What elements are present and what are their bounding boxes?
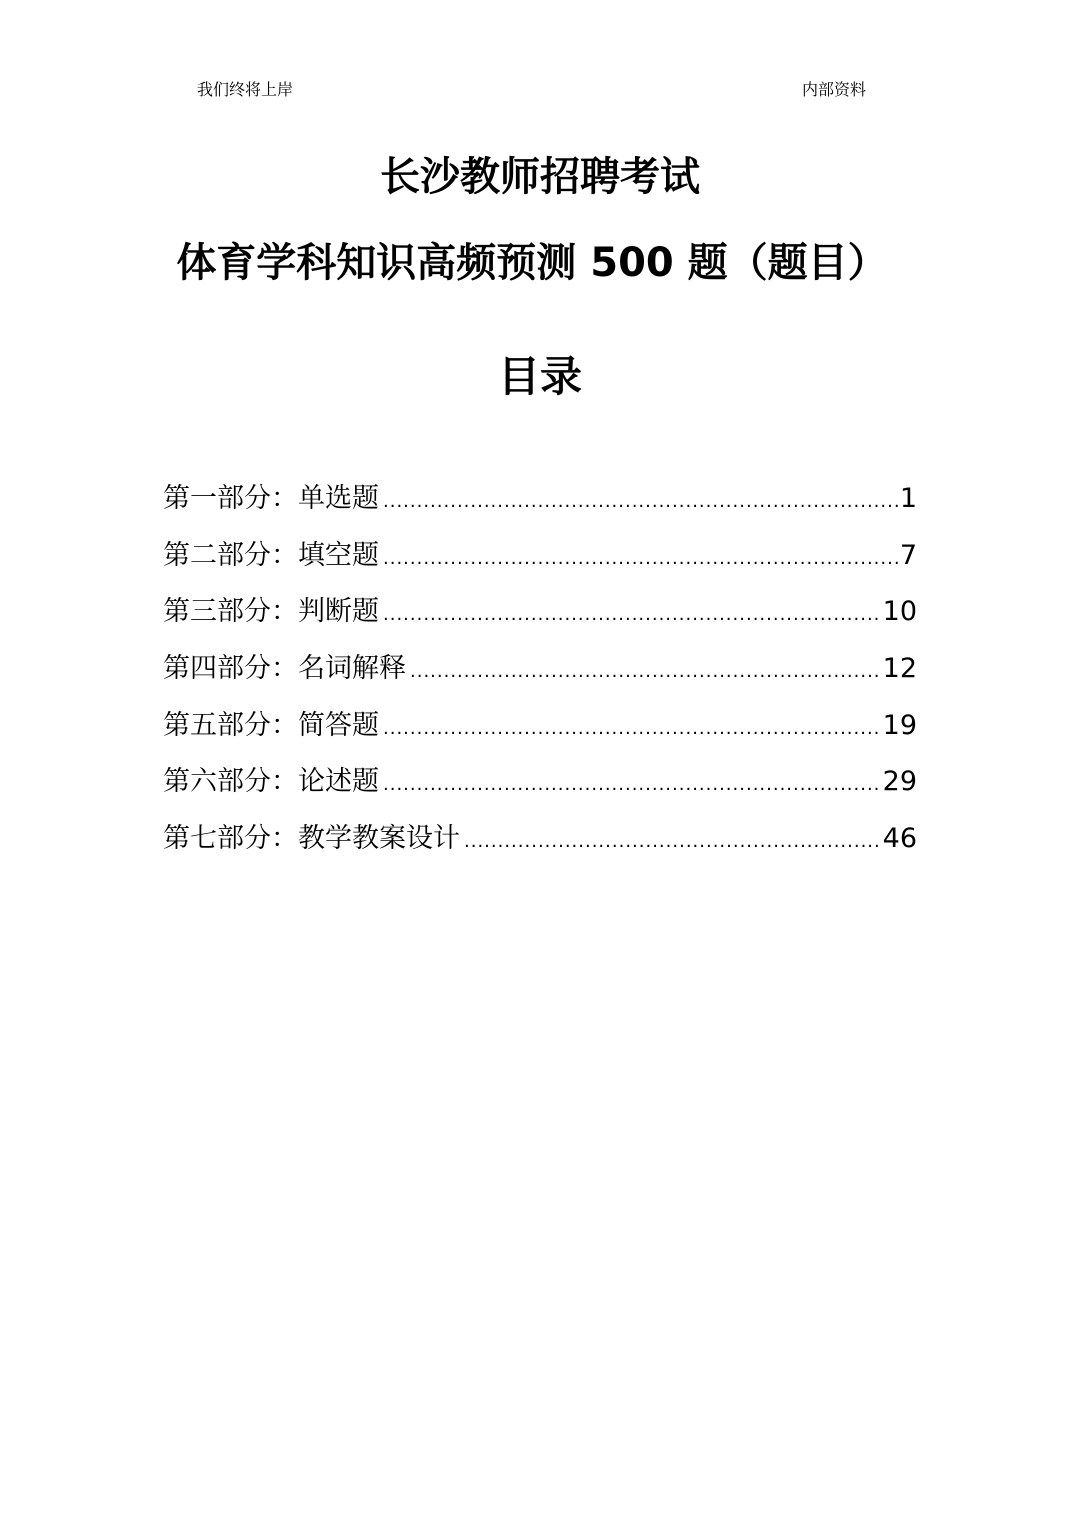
toc-entry-label: 第一部分：单选题: [163, 483, 379, 514]
header-right-text: 内部资料: [802, 80, 867, 99]
toc-entry-label: 第四部分：名词解释: [163, 653, 406, 685]
header-left-text: 我们终将上岸: [197, 80, 294, 99]
toc-heading: 目录: [497, 352, 582, 401]
document-title: 长沙教师招聘考试: [380, 154, 700, 200]
toc-leader-dots: [464, 822, 881, 862]
toc-entry[interactable]: [163, 649, 917, 706]
toc-entry[interactable]: [163, 536, 917, 593]
toc-entry-page: 29: [882, 766, 917, 798]
toc-entry[interactable]: [163, 592, 917, 649]
toc-entry-label: 第五部分：简答题: [163, 709, 379, 741]
document-subtitle: 体育学科知识高频预测 500 题（题目）: [176, 240, 888, 286]
toc-entry[interactable]: [163, 479, 917, 536]
toc-entry-label: 第二部分：填空题: [163, 539, 379, 571]
toc-leader-dots: [383, 709, 881, 749]
toc-leader-dots: [383, 539, 898, 579]
toc-entry-page: 19: [882, 709, 917, 741]
toc-entry-page: 10: [882, 596, 917, 628]
toc-entry-page: 1: [899, 483, 917, 514]
toc-entry-label: 第七部分：教学教案设计: [163, 823, 460, 855]
toc-entry-page: 7: [899, 539, 917, 571]
toc-entry-page: 46: [882, 823, 917, 855]
toc-entry-label: 第三部分：判断题: [163, 596, 379, 628]
toc-entry[interactable]: [163, 819, 917, 876]
table-of-contents: [163, 479, 917, 876]
toc-entry[interactable]: [163, 762, 917, 819]
toc-leader-dots: [383, 482, 898, 522]
toc-leader-dots: [383, 765, 881, 805]
toc-entry-page: 12: [882, 653, 917, 685]
toc-entry-label: 第六部分：论述题: [163, 766, 379, 798]
toc-leader-dots: [410, 652, 881, 692]
toc-leader-dots: [383, 595, 881, 635]
toc-entry[interactable]: [163, 706, 917, 763]
